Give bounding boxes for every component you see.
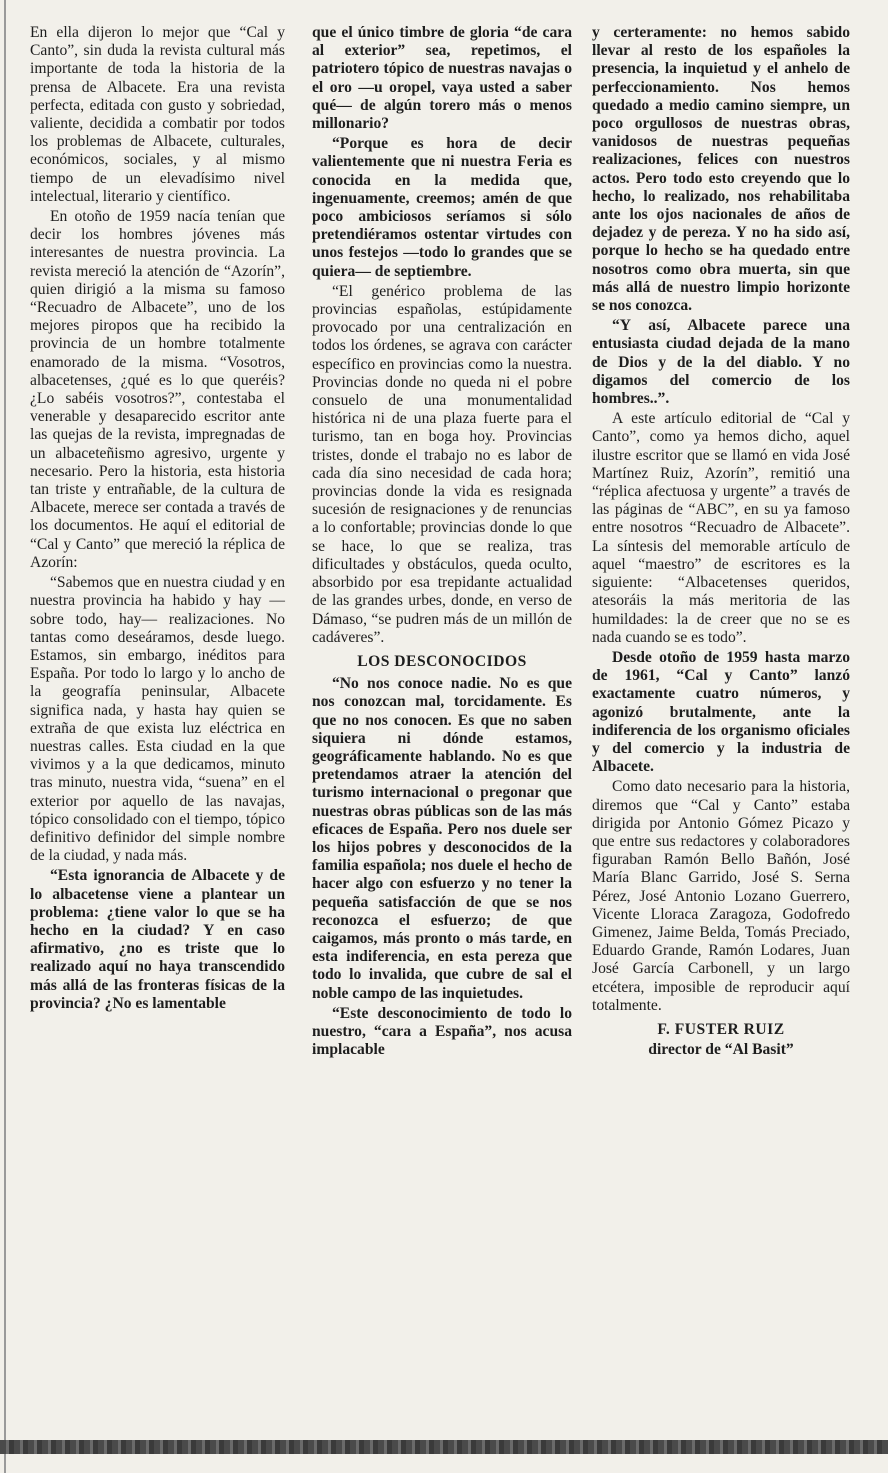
bold-paragraph: “No nos conoce nadie. No es que nos conozcan mal, torcidamente. Es que no nos conocen. Es que no saben siquiera ni dónde estamos, geográficamente hablando. No es que pretendamos atraer la atención del turismo internacional o pregonar que nuestras obras públicas son de las más eficaces de España. Pero nos duele ser los hijos pobres y desconocidos de la familia española; nos duele el hecho de hacer algo con esfuerzo y no tener la pequeña satisfacción de que se nos reconozca el esfuerzo; de que caigamos, más pronto o más tarde, en esta indiferencia, en esta pereza que todo lo invalida, que cubre de sal el noble campo de las inquietudes. [312,675,572,1002]
author-signature: F. FUSTER RUIZ [657,1020,785,1038]
section-heading: LOS DESCONOCIDOS [357,652,527,670]
paragraph: “El genérico problema de las provincias españolas, estúpidamente provocado por una centralización en todos los órdenes, se agrava con carácter específico en provincias como la nuestra. Provincias donde no queda ni el pobre consuelo de una monumentalidad histórica ni de una plaza fuerte para el turismo, tan en boga hoy. Provincias tristes, donde el trabajo no es labor de cada día sino necesidad de cada hora; provincias donde la vida es resignada sucesión de resignaciones y de renuncias a lo confortable; provincias donde lo que se hace, lo que se realiza, tras dificultades y obstáculos, queda oculto, absorbido por esa trepidante actualidad de las grandes urbes, donde, en verso de Dámaso, “se pudren más de un millón de cadáveres”. [312,282,572,646]
paragraph: “Sabemos que en nuestra ciudad y en nuestra provincia ha habido y hay —sobre todo, hay— realizaciones. No tantas como deseáramos, desde luego. Estamos, sin embargo, inéditos para España. Por todo lo largo y lo ancho de la geografía peninsular, Albacete significa nada, y hasta hay quien se extraña de que exista luz eléctrica en nuestras calles. Esta ciudad en la que vivimos y a la que dedicamos, minuto tras minuto, nuestra vida, “suena” en el exterior por aquello de las navajas, tópico consolidado con el tiempo, tópico definitivo definidor del simple nombre de la ciudad, y nada más. [30,574,285,865]
bold-paragraph: “Porque es hora de decir valientemente que ni nuestra Feria es conocida en la medida que, ingenuamente, creemos; amén de que poco ambiciosos seríamos si sólo pretendiéramos ostentar virtudes con unos festejos —todo lo grandes que se quiera— de septiembre. [312,135,572,280]
paragraph: En ella dijeron lo mejor que “Cal y Canto”, sin duda la revista cultural más importante de toda la historia de la prensa de Albacete. Era una revista perfecta, editada con gusto y sobriedad, valiente, decidida a combatir por todos los problemas de Albacete, culturales, económicos, sociales, y al mismo tiempo de un elevadísimo nivel intelectual, literario y científico. [30,24,285,205]
bold-paragraph: que el único timbre de gloria “de cara al exterior” sea, repetimos, el patriotero tópico de nuestras navajas o el oro —u oropel, vaya usted a saber qué— de algún torero más o menos millonario? [312,24,572,133]
column-3 [592,24,850,1061]
bold-paragraph: “Esta ignorancia de Albacete y de lo albacetense viene a plantear un problema: ¿tiene valor lo que se ha hecho en la ciudad? Y en caso afirmativo, ¿no es triste que lo realizado aquí no haya transcendido más allá de las fronteras físicas de la provincia? ¿No es lamentable [30,867,285,1012]
bold-paragraph: y certeramente: no hemos sabido llevar al resto de los españoles la presencia, la inquietud y el anhelo de perfeccionamiento. Nos hemos quedado a medio camino siempre, un poco orgullosos de nuestras obras, vanidosos de nuestras pequeñas realizaciones, felices con nuestros actos. Pero todo esto creyendo que lo hecho, lo realizado, nos rehabilitaba ante los ojos nacionales de años de dejadez y de pereza. Y no ha sido así, porque lo hecho se ha quedado entre nosotros como obra muerta, sin que más allá de nuestro limpio horizonte se nos conozca. [592,24,850,315]
column-1 [30,24,285,1015]
paragraph: A este artículo editorial de “Cal y Canto”, como ya hemos dicho, aquel ilustre escritor que se llamó en vida José Martínez Ruiz, Azorín”, remitió una “réplica afectuosa y urgente” a través de las páginas de “ABC”, en su ya famoso entre nosotros “Recuadro de Albacete”. La síntesis del memorable artículo de aquel “maestro” de escritores es la siguiente: “Albacetenses queridos, atesoráis la más meritoria de las humildades: la de creer que no se es nada cuando se es todo”. [592,410,850,646]
bold-paragraph: “Y así, Albacete parece una entusiasta ciudad dejada de la mano de Dios y de la del diablo. Y no digamos del comercio de los hombres..”. [592,317,850,408]
bold-paragraph: “Este desconocimiento de todo lo nuestro, “cara a España”, nos acusa implacable [312,1004,572,1059]
author-role: director de “Al Basit” [648,1041,794,1059]
paragraph: En otoño de 1959 nacía tenían que decir los hombres jóvenes más interesantes de nuestra provincia. La revista mereció la atención de “Azorín”, quien dirigió a la misma su famoso “Recuadro de Albacete”, uno de los mejores piropos que ha recibido la provincia de un hombre totalmente enamorado de la misma. “Vosotros, albacetenses, ¿qué es lo que queréis? ¿Lo sabéis vosotros?”, contestaba el venerable y desaparecido escritor ante las quejas de la revista, impregnadas de un albaceteñismo agresivo, urgente y necesario. Pero la historia, esta historia tan triste y entrañable, de la cultura de Albacete, merece ser contada a través de los documentos. He aquí el editorial de “Cal y Canto” que mereció la réplica de Azorín: [30,208,285,571]
paragraph: Como dato necesario para la historia, diremos que “Cal y Canto” estaba dirigida por Antonio Gómez Picazo y que entre sus redactores y colaboradores figuraban Ramón Bello Bañón, José María Blanc Garrido, José S. Serna Pérez, José Antonio Lozano Guerrero, Vicente Lloraca Zaragoza, Godofredo Gimenez, Jaime Belda, Tomás Preciado, Eduardo Grande, Ramón Lodares, Juan José García Carbonell, y un largo etcétera, imposible de reproducir aquí totalmente. [592,778,850,1014]
page-edge-rule [4,0,6,1473]
bold-paragraph: Desde otoño de 1959 hasta marzo de 1961, “Cal y Canto” lanzó exactamente cuatro números, y agonizó brutalmente, ante la indiferencia de los organismo oficiales y del comercio y la industria de Albacete. [592,648,850,776]
bottom-border-rule [0,1440,888,1454]
column-2 [312,24,572,1061]
